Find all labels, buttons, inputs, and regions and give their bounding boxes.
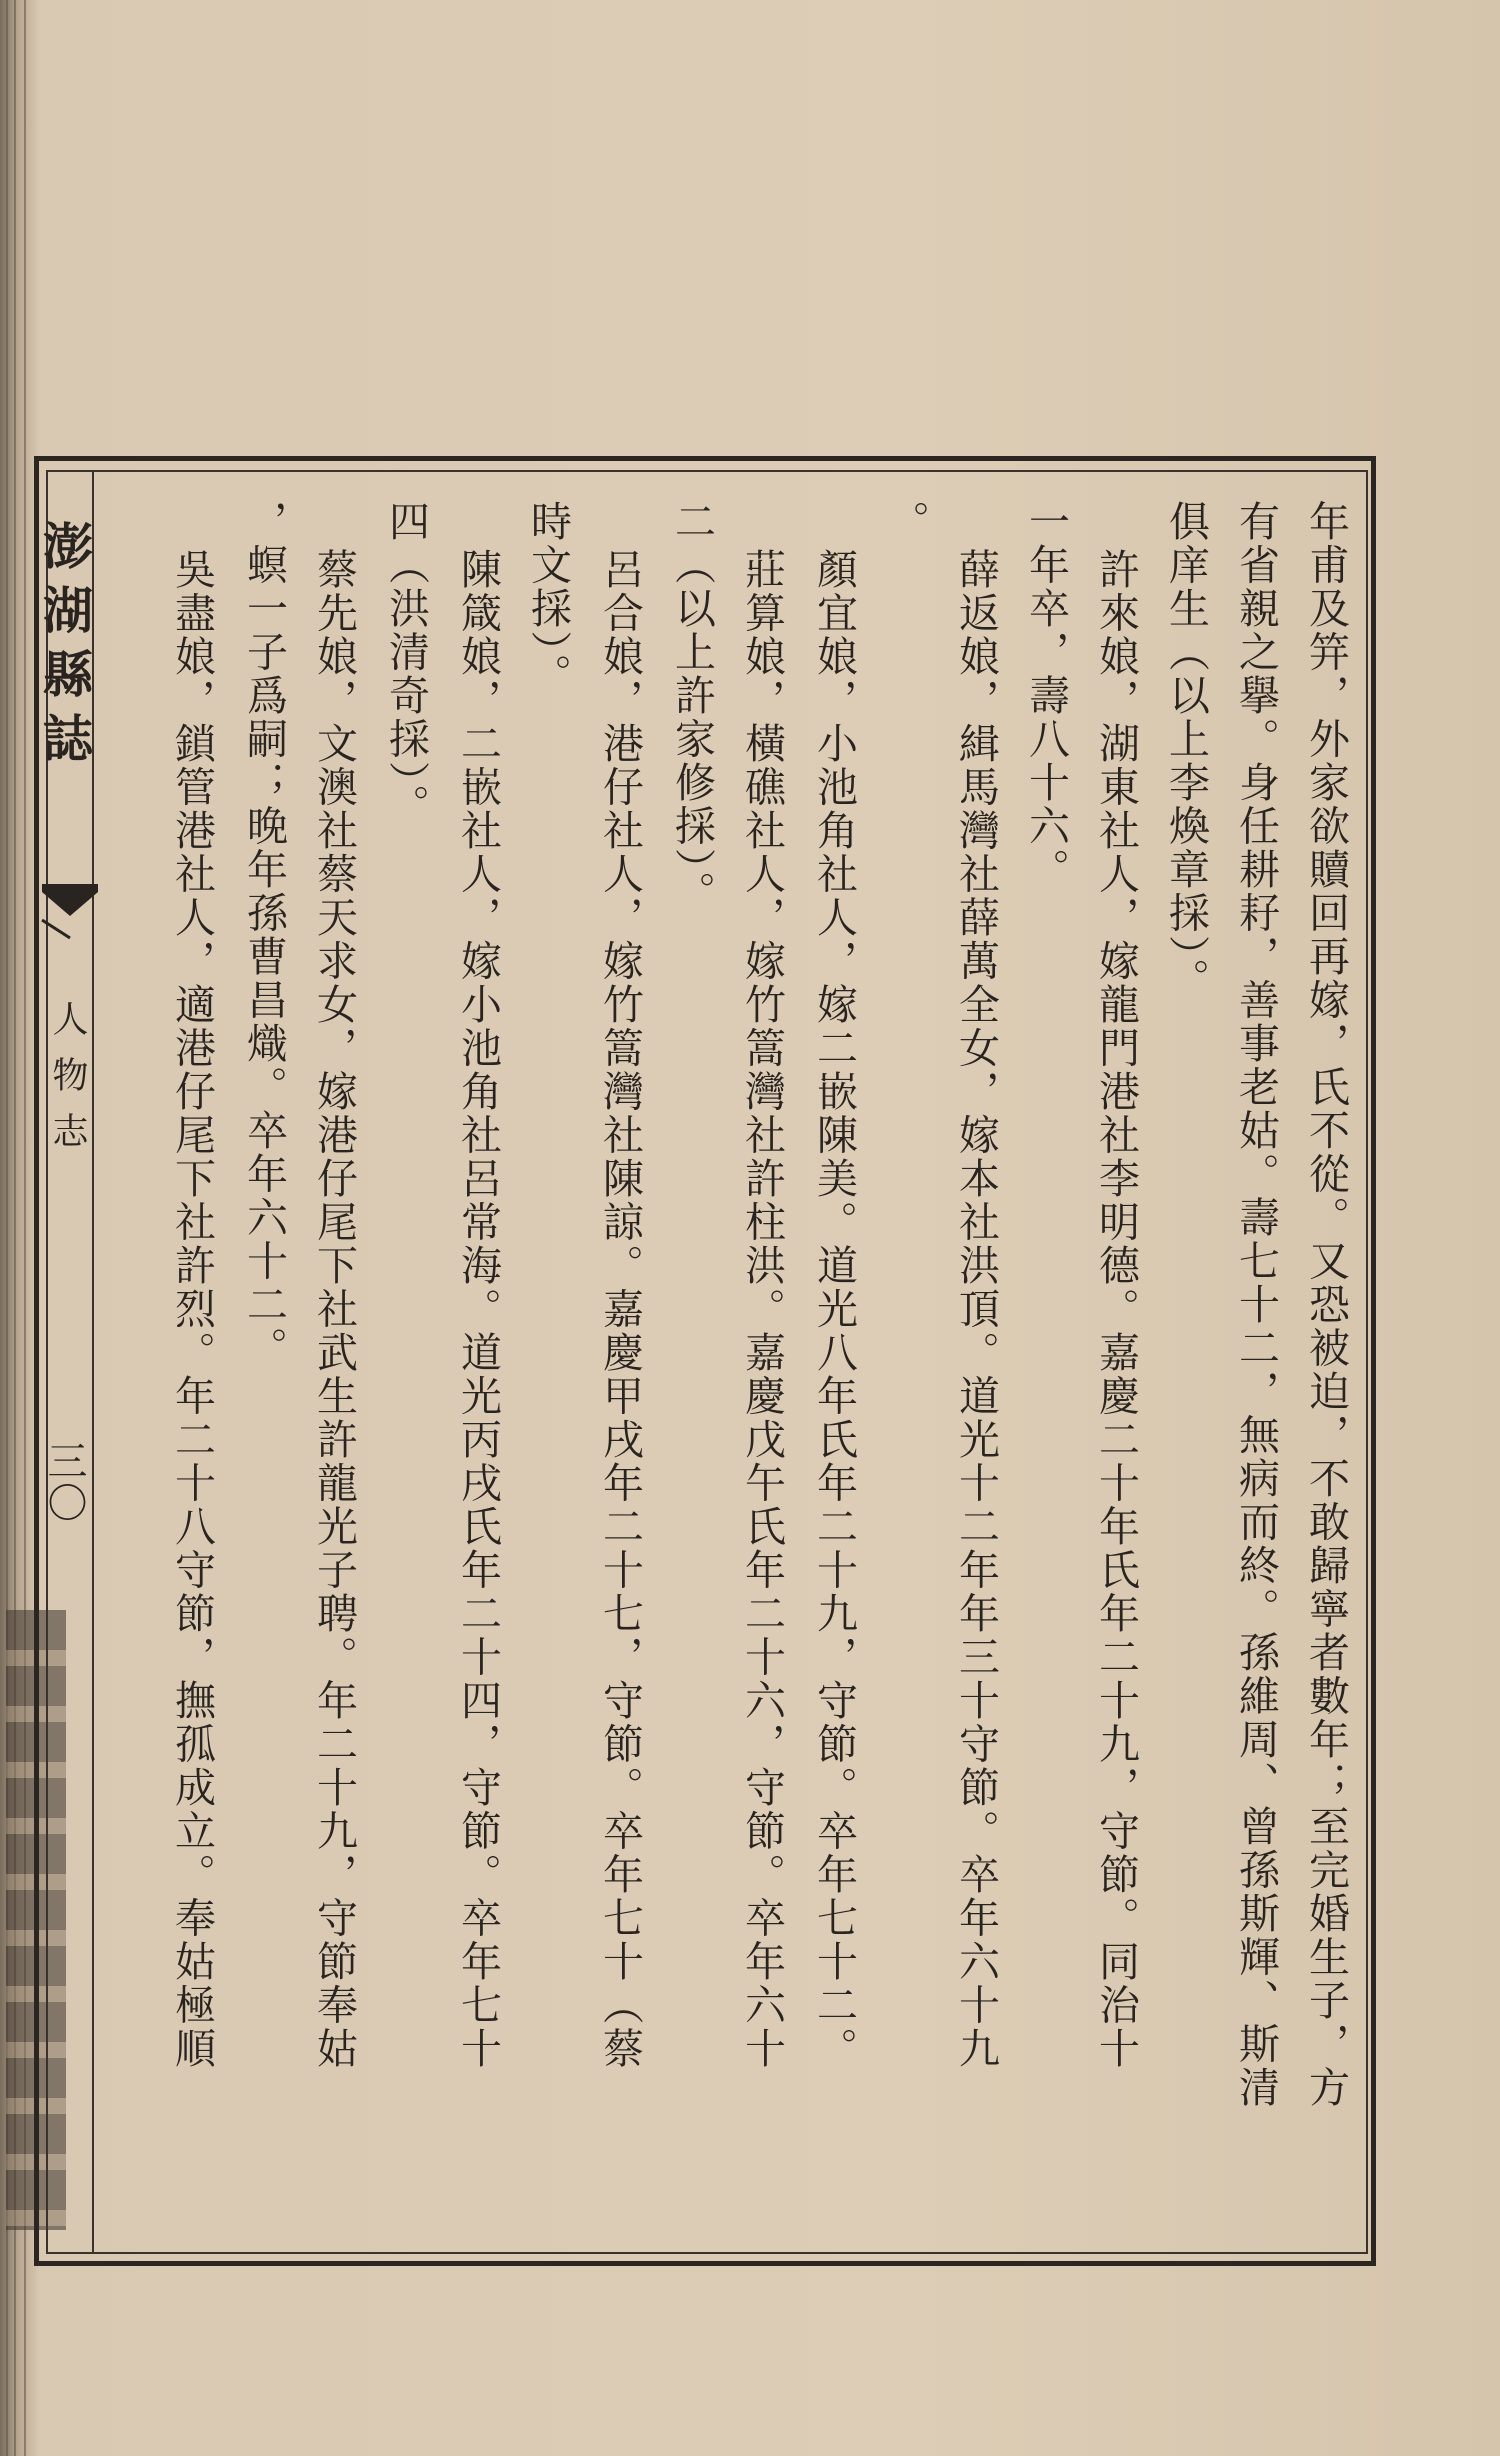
text-column-16: ，螟一子爲嗣；晚年孫曹昌熾。卒年六十二。 (240, 500, 288, 1370)
text-column-3: 俱庠生（以上李煥章採）。 (1162, 500, 1210, 1002)
fish-tail-mark-icon (40, 880, 100, 940)
text-column-14: 四（洪清奇採）。 (382, 500, 430, 828)
text-column-17: 吳盡娘，鎖管港社人，適港仔尾下社許烈。年二十八守節，撫孤成立。奉姑極順 (168, 548, 216, 2071)
text-column-12: 時文採）。 (524, 500, 572, 697)
text-column-2: 有省親之擧。身任耕耔，善事老姑。壽七十二，無病而終。孫維周、曾孫斯輝、斯清 (1232, 500, 1280, 2110)
text-column-7: 。 (882, 500, 930, 544)
text-column-8: 顏宜娘，小池角社人，嫁二嵌陳美。道光八年氏年二十九，守節。卒年七十二。 (810, 548, 858, 2071)
margin-section: 人物志 (47, 1000, 88, 1168)
text-column-11: 呂合娘，港仔社人，嫁竹篙灣社陳諒。嘉慶甲戌年二十七，守節。卒年七十（蔡 (596, 548, 644, 2071)
text-column-9: 莊算娘，橫礁社人，嫁竹篙灣社許柱洪。嘉慶戊午氏年二十六，守節。卒年六十 (738, 548, 786, 2071)
text-column-15: 蔡先娘，文澳社蔡天求女，嫁港仔尾下社武生許龍光子聘。年二十九，守節奉姑 (310, 548, 358, 2071)
text-column-4: 許來娘，湖東社人，嫁龍門港社李明德。嘉慶二十年氏年二十九，守節。同治十 (1092, 548, 1140, 2071)
text-column-10: 二（以上許家修採）。 (668, 500, 716, 915)
text-column-13: 陳箴娘，二嵌社人，嫁小池角社呂常海。道光丙戌氏年二十四，守節。卒年七十 (454, 548, 502, 2071)
margin-page-number: 三〇 (41, 1440, 87, 1524)
text-column-5: 一年卒，壽八十六。 (1022, 500, 1070, 892)
text-column-6: 薛返娘，緝馬灣社薛萬全女，嫁本社洪頂。道光十二年年三十守節。卒年六十九 (952, 548, 1000, 2071)
margin-title: 澎湖縣誌 (35, 520, 94, 776)
text-column-1: 年甫及笄，外家欲贖回再嫁，氏不從。又恐被迫，不敢歸寧者數年；至完婚生子，方 (1302, 500, 1350, 2110)
